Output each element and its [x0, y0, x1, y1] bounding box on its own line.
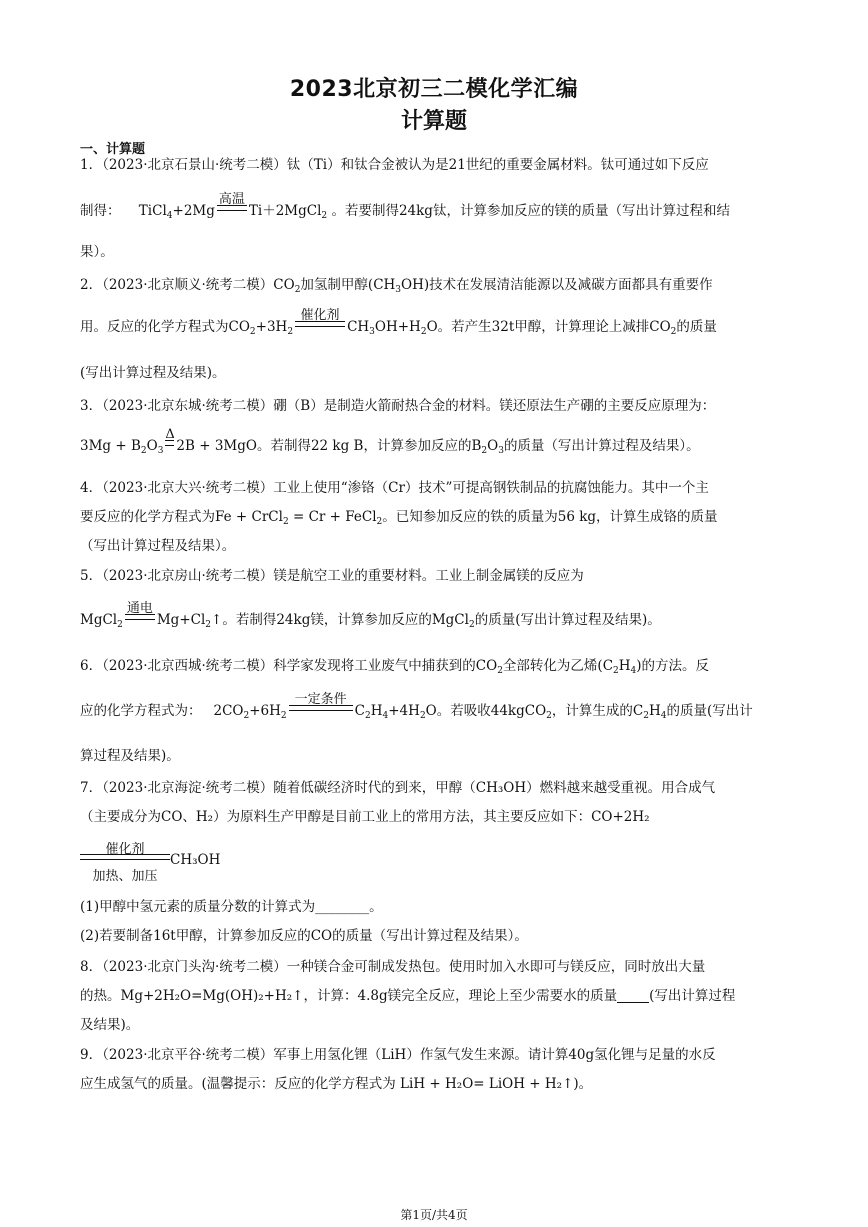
- q4-line1: 4．（2023·北京大兴·统考二模）工业上使用“渗铬（Cr）技术”可提高钢铁制品的抗腐蚀能力。其中一个主: [80, 480, 709, 496]
- q6-equation: $2CO_2+6H_2$ 一定条件 $C_2H_4+4H_2O$: [213, 692, 437, 721]
- q2-line1: 2．（2023·北京顺义·统考二模）$CO_2$加氢制甲醇$(CH_3OH)$技术在发展清洁能源以及减碳方面都具有重要作: [80, 277, 713, 295]
- q1-line1: 1．（2023·北京石景山·统考二模）钛（Ti）和钛合金被认为是21世纪的重要金属材料。钛可通过如下反应: [80, 157, 709, 173]
- q8-line3: 及结果)。: [80, 1017, 140, 1033]
- q6-line1: 6．（2023·北京西城·统考二模）科学家发现将工业废气中捕获到的$CO_2$全部转化为乙烯$(C_2H_4)$的方法。反: [80, 658, 710, 676]
- q8-line2: 的热。Mg+2H₂O=Mg(OH)₂+H₂↑，计算：4.8g镁完全反应，理论上至少需要水的质量 (写出计算过程: [80, 988, 736, 1004]
- page-subtitle: 计算题: [400, 109, 467, 134]
- q2-equation: $CO_2+3H_2$ 催化剂 $CH_3OH+H_2O$: [228, 308, 438, 337]
- q1-line3: 果）。: [80, 244, 114, 260]
- q2-line2: 用。反应的化学方程式为$CO_2+3H_2$ 催化剂 $CH_3OH+H_2O$。若产生32t甲醇，计算理论上减排$CO_2$的质量: [80, 308, 717, 337]
- q7-condition: 催化剂 加热、加压: [80, 852, 170, 868]
- q2-condition: 催化剂: [295, 318, 345, 336]
- q6-line2: 应的化学方程式为： $2CO_2+6H_2$ 一定条件 $C_2H_4+4H_2O$。若吸收44kgCO$_2$，计算生成的$C_2H_4$的质量(写出计: [80, 692, 753, 721]
- q1-line2: 制得： TiCl$_4$+2Mg 高温 Ti＋2MgCl$_2$ 。若要制得24kg钛，计算参加反应的镁的质量（写出计算过程和结: [80, 192, 730, 221]
- q3-equation: $3Mg + B_2O_3$ Δ 2B + 3MgO: [80, 427, 257, 456]
- q3-line1: 3．（2023·北京东城·统考二模）硼（B）是制造火箭耐热合金的材料。镁还原法生产硼的主要反应原理为：: [80, 398, 716, 414]
- page-title: 2023北京初三二模化学汇编: [289, 77, 579, 102]
- q4-line3: （写出计算过程及结果）。: [80, 538, 236, 554]
- answer-blank: [617, 988, 649, 1003]
- q1-condition: 高温: [217, 202, 247, 220]
- q5-equation: MgCl$_2$ 通电 $Mg+Cl_2↑$: [80, 601, 223, 630]
- q7-sub2: (2)若要制备16t甲醇，计算参加反应的CO的质量（写出计算过程及结果）。: [80, 928, 528, 944]
- q7-line1: 7．（2023·北京海淀·统考二模）随着低碳经济时代的到来，甲醇（CH₃OH）燃料越来越受重视。用合成气: [80, 780, 716, 796]
- q3-condition: Δ: [165, 437, 174, 455]
- q7-line2: （主要成分为CO、H₂）为原料生产甲醇是目前工业上的常用方法，其主要反应如下：CO+2H₂: [80, 809, 650, 825]
- q5-condition: 通电: [125, 611, 155, 629]
- q2-line3: (写出计算过程及结果)。: [80, 365, 226, 381]
- q1-equation: TiCl$_4$+2Mg 高温 Ti＋2MgCl$_2$: [138, 192, 328, 221]
- q3-line2: $3Mg + B_2O_3$ Δ 2B + 3MgO。若制得22 kg B，计算参加反应的$B_2O_3$的质量（写出计算过程及结果）。: [80, 427, 700, 456]
- q4-line2: 要反应的化学方程式为Fe + CrCl$_2$ = Cr + FeCl$_2$。已知参加反应的铁的质量为56 kg，计算生成铬的质量: [80, 509, 718, 527]
- page-footer: 第1页/共4页: [400, 1208, 468, 1222]
- q9-line1: 9．（2023·北京平谷·统考二模）军事上用氢化锂（LiH）作氢气发生来源。请计算40g氢化锂与足量的水反: [80, 1047, 716, 1063]
- q7-equation: 催化剂 加热、加压 CH₃OH: [80, 852, 220, 868]
- q5-line1: 5．（2023·北京房山·统考二模）镁是航空工业的重要材料。工业上制金属镁的反应为: [80, 568, 584, 584]
- section-heading: 一、计算题: [80, 142, 146, 157]
- q7-sub1: (1)甲醇中氢元素的质量分数的计算式为________。: [80, 899, 383, 915]
- q8-line1: 8．（2023·北京门头沟·统考二模）一种镁合金可制成发热包。使用时加入水即可与镁反应，同时放出大量: [80, 959, 706, 975]
- q9-line2: 应生成氢气的质量。(温馨提示：反应的化学方程式为 LiH + H₂O= LiOH + H₂↑)。: [80, 1076, 593, 1092]
- q6-line3: 算过程及结果)。: [80, 748, 180, 764]
- q6-condition: 一定条件: [289, 702, 353, 720]
- q5-line2: MgCl$_2$ 通电 $Mg+Cl_2↑$。若制得24kg镁，计算参加反应的MgCl$_2$的质量(写出计算过程及结果)。: [80, 601, 661, 630]
